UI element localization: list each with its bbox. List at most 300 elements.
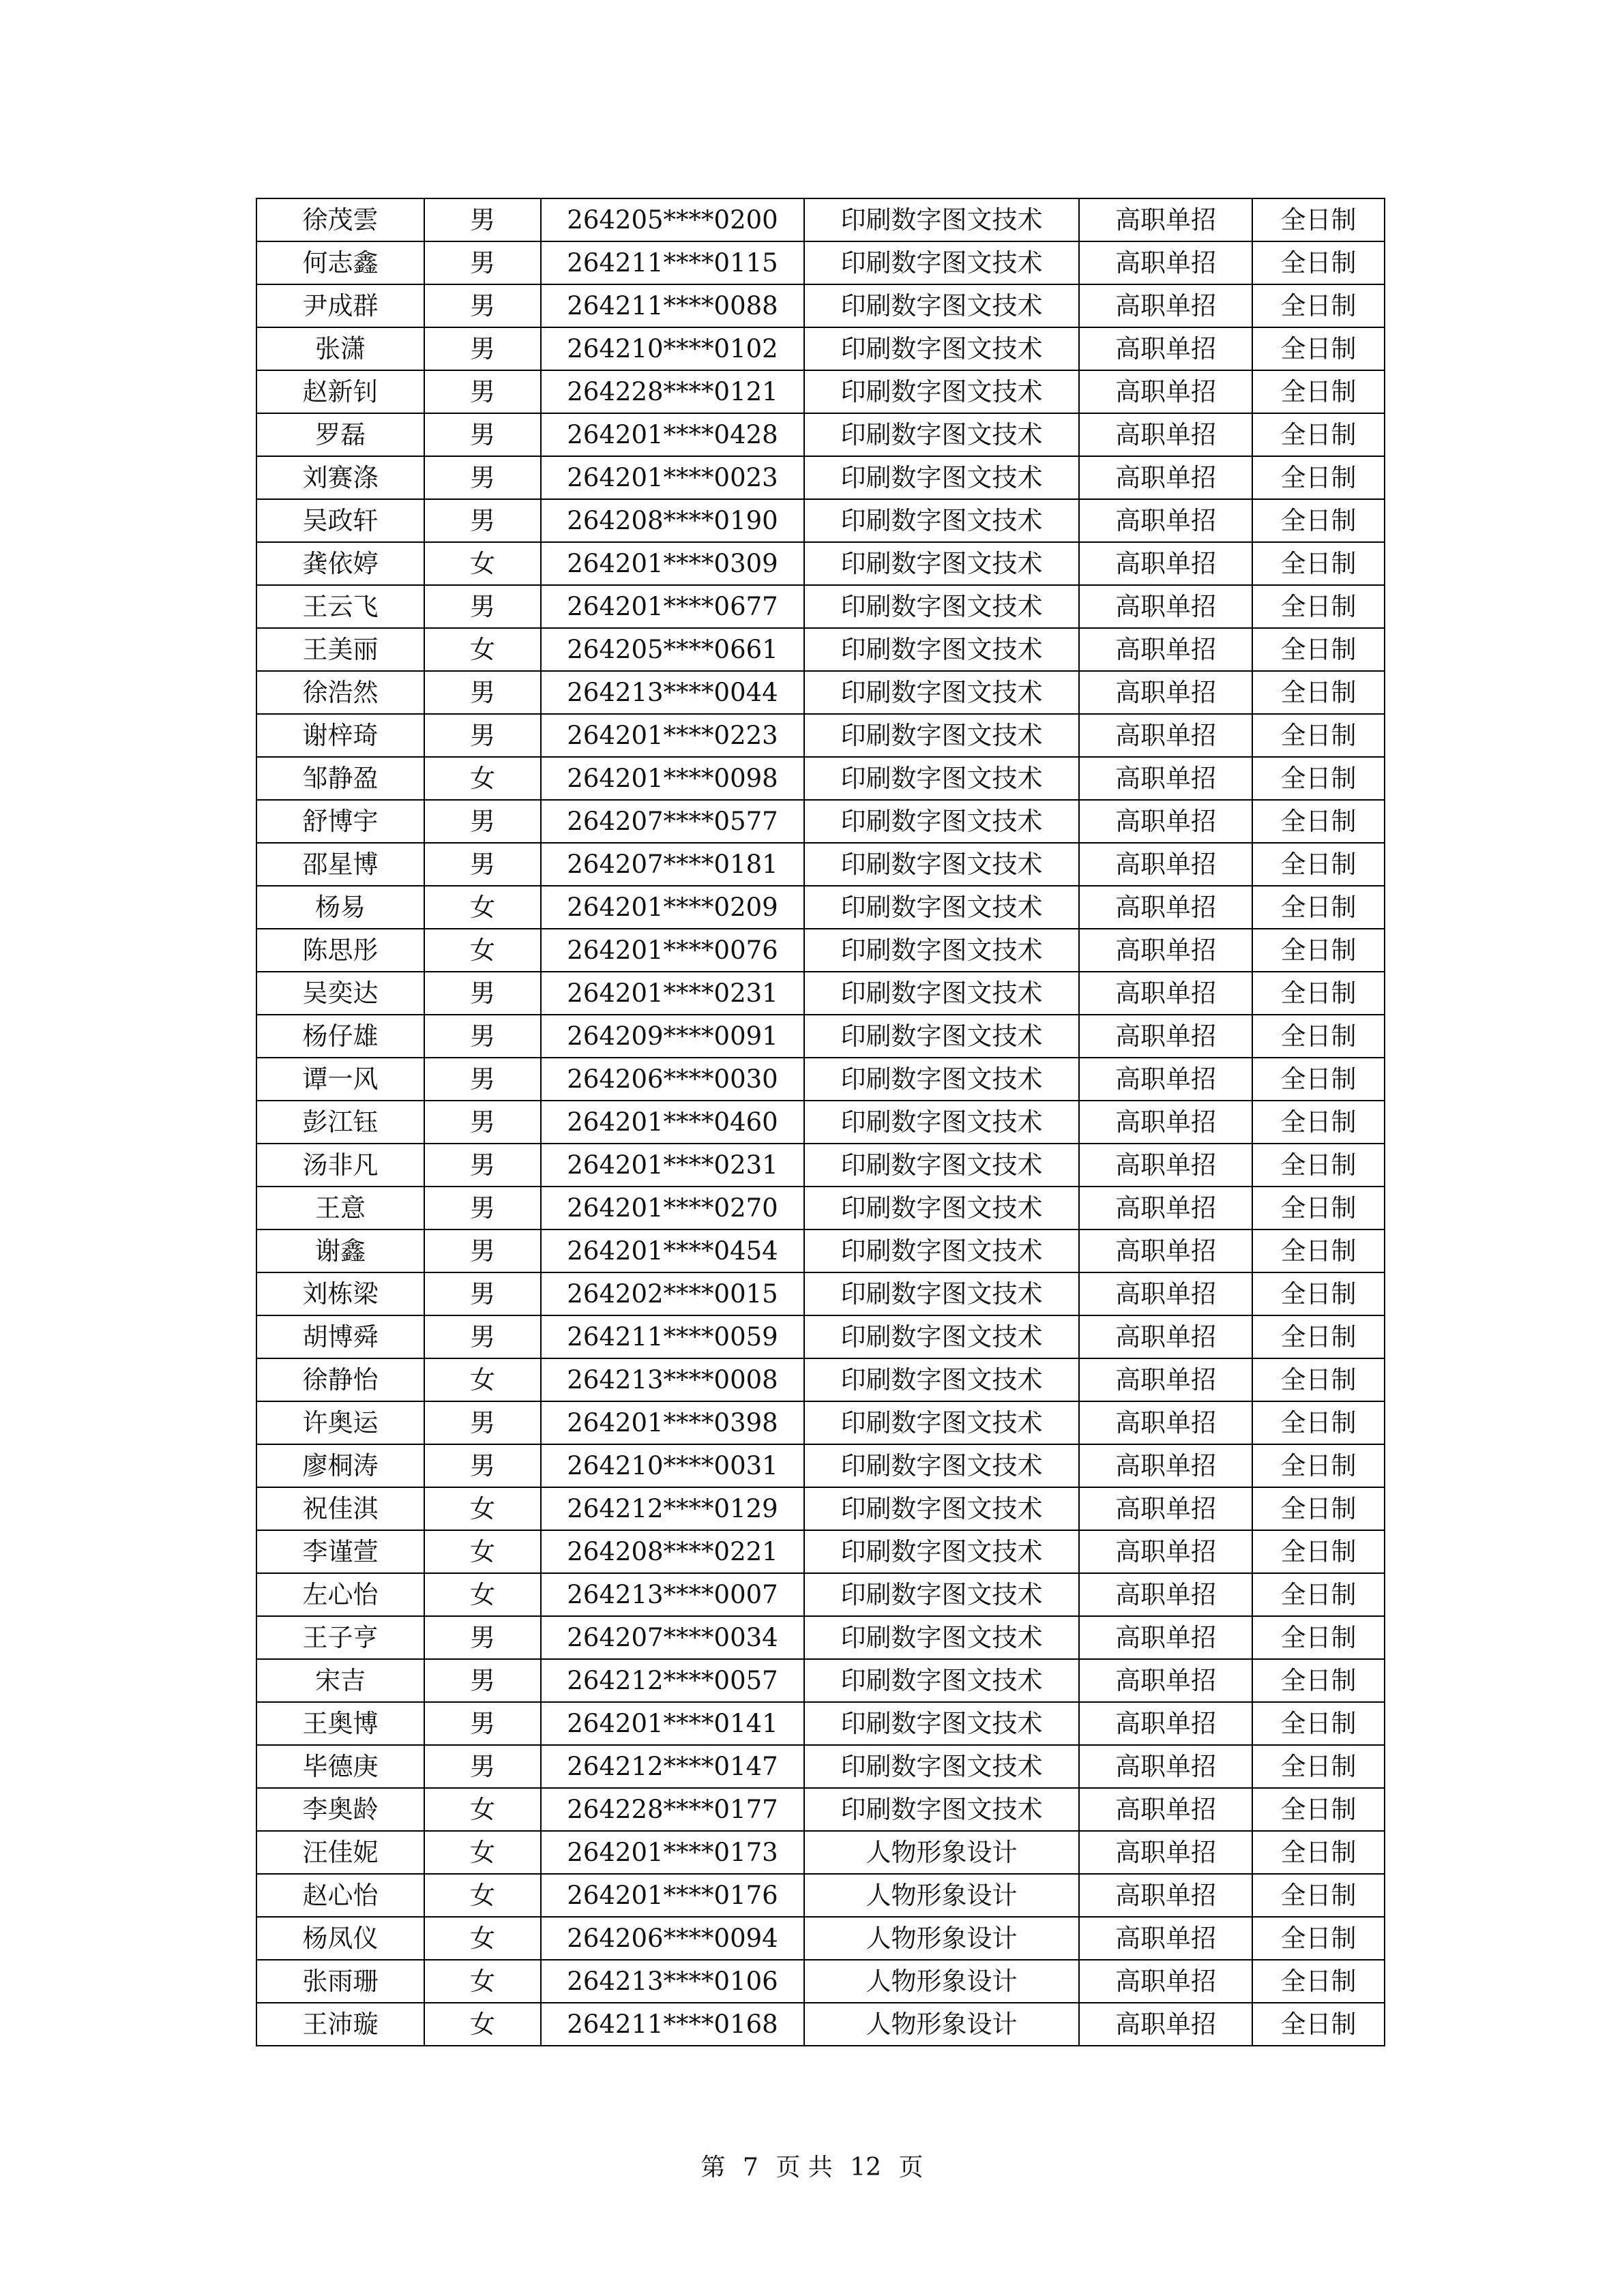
cell-admission-type: 高职单招 [1079,1187,1252,1229]
cell-id-number: 264212****0057 [541,1659,804,1702]
cell-id-number: 264201****0231 [541,1144,804,1187]
cell-major: 印刷数字图文技术 [804,1616,1079,1659]
cell-gender: 男 [424,1101,541,1144]
cell-major: 人物形象设计 [804,1960,1079,2003]
cell-gender: 男 [424,1315,541,1358]
cell-admission-type: 高职单招 [1079,542,1252,585]
cell-name: 王奥博 [256,1702,424,1745]
table-row [256,1874,1385,1917]
roster-body [256,198,1385,2046]
table-row [256,1530,1385,1573]
cell-study-mode: 全日制 [1252,327,1385,370]
cell-gender: 男 [424,1058,541,1101]
cell-admission-type: 高职单招 [1079,1229,1252,1272]
cell-name: 陈思彤 [256,929,424,972]
table-row [256,757,1385,800]
cell-major: 印刷数字图文技术 [804,843,1079,886]
cell-study-mode: 全日制 [1252,757,1385,800]
cell-gender: 男 [424,1229,541,1272]
cell-study-mode: 全日制 [1252,1573,1385,1616]
cell-major: 印刷数字图文技术 [804,714,1079,757]
cell-gender: 女 [424,929,541,972]
cell-id-number: 264201****0176 [541,1874,804,1917]
cell-id-number: 264201****0398 [541,1401,804,1444]
cell-study-mode: 全日制 [1252,1702,1385,1745]
cell-gender: 女 [424,1487,541,1530]
cell-name: 谢鑫 [256,1229,424,1272]
cell-gender: 男 [424,1659,541,1702]
table-row [256,1315,1385,1358]
cell-gender: 男 [424,1702,541,1745]
cell-gender: 女 [424,542,541,585]
cell-study-mode: 全日制 [1252,929,1385,972]
cell-study-mode: 全日制 [1252,1659,1385,1702]
cell-admission-type: 高职单招 [1079,1015,1252,1058]
cell-name: 李谨萱 [256,1530,424,1573]
cell-name: 廖桐涛 [256,1444,424,1487]
cell-major: 印刷数字图文技术 [804,1573,1079,1616]
table-row [256,843,1385,886]
cell-major: 印刷数字图文技术 [804,1272,1079,1315]
cell-study-mode: 全日制 [1252,585,1385,628]
cell-name: 祝佳淇 [256,1487,424,1530]
cell-study-mode: 全日制 [1252,413,1385,456]
cell-major: 印刷数字图文技术 [804,542,1079,585]
cell-major: 印刷数字图文技术 [804,671,1079,714]
cell-name: 杨易 [256,886,424,929]
cell-study-mode: 全日制 [1252,1917,1385,1960]
cell-major: 印刷数字图文技术 [804,585,1079,628]
cell-study-mode: 全日制 [1252,1745,1385,1788]
table-row [256,542,1385,585]
cell-major: 印刷数字图文技术 [804,1058,1079,1101]
cell-study-mode: 全日制 [1252,542,1385,585]
cell-study-mode: 全日制 [1252,972,1385,1015]
cell-major: 印刷数字图文技术 [804,1144,1079,1187]
table-row [256,1917,1385,1960]
cell-major: 印刷数字图文技术 [804,1659,1079,1702]
cell-major: 印刷数字图文技术 [804,198,1079,241]
table-row [256,370,1385,413]
cell-name: 张潇 [256,327,424,370]
table-row [256,1616,1385,1659]
cell-major: 人物形象设计 [804,1917,1079,1960]
cell-id-number: 264211****0168 [541,2003,804,2046]
cell-major: 印刷数字图文技术 [804,972,1079,1015]
cell-major: 印刷数字图文技术 [804,1745,1079,1788]
cell-study-mode: 全日制 [1252,1831,1385,1874]
cell-id-number: 264202****0015 [541,1272,804,1315]
cell-id-number: 264228****0177 [541,1788,804,1831]
cell-major: 人物形象设计 [804,2003,1079,2046]
cell-name: 毕德庚 [256,1745,424,1788]
cell-major: 印刷数字图文技术 [804,1229,1079,1272]
table-row [256,1487,1385,1530]
cell-id-number: 264205****0661 [541,628,804,671]
table-row [256,1401,1385,1444]
cell-admission-type: 高职单招 [1079,1444,1252,1487]
cell-name: 王意 [256,1187,424,1229]
cell-study-mode: 全日制 [1252,1144,1385,1187]
cell-id-number: 264210****0102 [541,327,804,370]
cell-id-number: 264213****0007 [541,1573,804,1616]
cell-gender: 男 [424,714,541,757]
cell-gender: 男 [424,327,541,370]
table-row [256,1444,1385,1487]
cell-name: 吴奕达 [256,972,424,1015]
cell-admission-type: 高职单招 [1079,1101,1252,1144]
table-row [256,413,1385,456]
cell-id-number: 264201****0309 [541,542,804,585]
cell-name: 龚依婷 [256,542,424,585]
cell-id-number: 264201****0460 [541,1101,804,1144]
cell-admission-type: 高职单招 [1079,1487,1252,1530]
cell-major: 印刷数字图文技术 [804,800,1079,843]
cell-study-mode: 全日制 [1252,1444,1385,1487]
cell-gender: 男 [424,1444,541,1487]
footer-middle: 页 共 [776,2153,833,2181]
cell-admission-type: 高职单招 [1079,628,1252,671]
table-row [256,1573,1385,1616]
table-row [256,628,1385,671]
cell-id-number: 264211****0088 [541,284,804,327]
cell-admission-type: 高职单招 [1079,929,1252,972]
cell-gender: 男 [424,1745,541,1788]
cell-study-mode: 全日制 [1252,628,1385,671]
cell-major: 印刷数字图文技术 [804,929,1079,972]
cell-gender: 男 [424,585,541,628]
table-row [256,284,1385,327]
cell-id-number: 264213****0044 [541,671,804,714]
cell-id-number: 264213****0008 [541,1358,804,1401]
cell-gender: 女 [424,1788,541,1831]
cell-gender: 女 [424,886,541,929]
cell-gender: 男 [424,671,541,714]
cell-name: 王美丽 [256,628,424,671]
cell-name: 杨仔雄 [256,1015,424,1058]
cell-gender: 男 [424,370,541,413]
cell-study-mode: 全日制 [1252,1058,1385,1101]
cell-id-number: 264201****0023 [541,456,804,499]
cell-name: 汪佳妮 [256,1831,424,1874]
page-footer [0,2148,1624,2183]
cell-gender: 女 [424,1530,541,1573]
cell-id-number: 264228****0121 [541,370,804,413]
cell-id-number: 264209****0091 [541,1015,804,1058]
cell-id-number: 264201****0141 [541,1702,804,1745]
cell-name: 徐茂雲 [256,198,424,241]
cell-admission-type: 高职单招 [1079,499,1252,542]
cell-gender: 男 [424,972,541,1015]
cell-id-number: 264206****0094 [541,1917,804,1960]
cell-admission-type: 高职单招 [1079,1788,1252,1831]
cell-study-mode: 全日制 [1252,1401,1385,1444]
cell-admission-type: 高职单招 [1079,886,1252,929]
cell-name: 邹静盈 [256,757,424,800]
cell-study-mode: 全日制 [1252,714,1385,757]
cell-id-number: 264201****0677 [541,585,804,628]
cell-major: 印刷数字图文技术 [804,1702,1079,1745]
table-row [256,327,1385,370]
cell-id-number: 264210****0031 [541,1444,804,1487]
cell-study-mode: 全日制 [1252,800,1385,843]
cell-id-number: 264208****0190 [541,499,804,542]
cell-name: 何志鑫 [256,241,424,284]
cell-admission-type: 高职单招 [1079,757,1252,800]
cell-gender: 男 [424,198,541,241]
student-roster-table [256,198,1385,2046]
cell-gender: 男 [424,1144,541,1187]
cell-gender: 女 [424,2003,541,2046]
cell-study-mode: 全日制 [1252,1874,1385,1917]
table-row [256,1272,1385,1315]
cell-id-number: 264201****0231 [541,972,804,1015]
cell-study-mode: 全日制 [1252,456,1385,499]
cell-major: 印刷数字图文技术 [804,757,1079,800]
cell-major: 人物形象设计 [804,1831,1079,1874]
table-row [256,972,1385,1015]
cell-id-number: 264201****0454 [541,1229,804,1272]
cell-id-number: 264201****0076 [541,929,804,972]
cell-name: 张雨珊 [256,1960,424,2003]
cell-id-number: 264212****0147 [541,1745,804,1788]
cell-admission-type: 高职单招 [1079,1616,1252,1659]
cell-admission-type: 高职单招 [1079,1702,1252,1745]
table-row [256,456,1385,499]
cell-major: 印刷数字图文技术 [804,886,1079,929]
cell-admission-type: 高职单招 [1079,284,1252,327]
cell-id-number: 264205****0200 [541,198,804,241]
cell-major: 印刷数字图文技术 [804,456,1079,499]
cell-gender: 女 [424,1960,541,2003]
table-row [256,714,1385,757]
table-row [256,929,1385,972]
cell-gender: 男 [424,456,541,499]
cell-major: 印刷数字图文技术 [804,1530,1079,1573]
cell-id-number: 264211****0059 [541,1315,804,1358]
cell-gender: 男 [424,284,541,327]
cell-name: 胡博舜 [256,1315,424,1358]
cell-gender: 男 [424,1401,541,1444]
table-row [256,886,1385,929]
cell-admission-type: 高职单招 [1079,1659,1252,1702]
cell-admission-type: 高职单招 [1079,1315,1252,1358]
cell-study-mode: 全日制 [1252,1487,1385,1530]
cell-name: 宋吉 [256,1659,424,1702]
cell-name: 谢梓琦 [256,714,424,757]
cell-major: 印刷数字图文技术 [804,1101,1079,1144]
table-row [256,1831,1385,1874]
cell-id-number: 264207****0181 [541,843,804,886]
cell-name: 王子亨 [256,1616,424,1659]
table-row [256,1144,1385,1187]
cell-id-number: 264201****0098 [541,757,804,800]
cell-major: 印刷数字图文技术 [804,413,1079,456]
cell-name: 王沛璇 [256,2003,424,2046]
table-row [256,1659,1385,1702]
table-row [256,1960,1385,2003]
cell-major: 印刷数字图文技术 [804,1788,1079,1831]
cell-study-mode: 全日制 [1252,370,1385,413]
cell-admission-type: 高职单招 [1079,1058,1252,1101]
cell-gender: 男 [424,800,541,843]
cell-study-mode: 全日制 [1252,1358,1385,1401]
footer-page-number: 7 [742,2153,758,2181]
cell-admission-type: 高职单招 [1079,1144,1252,1187]
table-row [256,241,1385,284]
table-row [256,198,1385,241]
cell-study-mode: 全日制 [1252,886,1385,929]
footer-suffix: 页 [898,2153,924,2181]
cell-major: 印刷数字图文技术 [804,327,1079,370]
cell-major: 印刷数字图文技术 [804,370,1079,413]
cell-study-mode: 全日制 [1252,1530,1385,1573]
cell-name: 刘栋梁 [256,1272,424,1315]
cell-major: 印刷数字图文技术 [804,1487,1079,1530]
cell-id-number: 264201****0270 [541,1187,804,1229]
table-row [256,1745,1385,1788]
table-row [256,585,1385,628]
cell-name: 谭一风 [256,1058,424,1101]
table-row [256,1058,1385,1101]
cell-study-mode: 全日制 [1252,198,1385,241]
cell-admission-type: 高职单招 [1079,1530,1252,1573]
cell-name: 徐浩然 [256,671,424,714]
cell-gender: 男 [424,413,541,456]
table-row [256,671,1385,714]
cell-study-mode: 全日制 [1252,1229,1385,1272]
cell-study-mode: 全日制 [1252,1616,1385,1659]
table-row [256,1015,1385,1058]
cell-gender: 男 [424,1272,541,1315]
cell-admission-type: 高职单招 [1079,370,1252,413]
cell-id-number: 264201****0209 [541,886,804,929]
table-row [256,1187,1385,1229]
table-row [256,499,1385,542]
cell-name: 许奥运 [256,1401,424,1444]
cell-gender: 男 [424,1015,541,1058]
cell-study-mode: 全日制 [1252,284,1385,327]
cell-id-number: 264201****0223 [541,714,804,757]
table-row [256,800,1385,843]
cell-name: 赵新钊 [256,370,424,413]
cell-id-number: 264201****0173 [541,1831,804,1874]
cell-admission-type: 高职单招 [1079,327,1252,370]
table-row [256,1229,1385,1272]
table-row [256,1358,1385,1401]
cell-study-mode: 全日制 [1252,671,1385,714]
cell-admission-type: 高职单招 [1079,1401,1252,1444]
cell-gender: 男 [424,1187,541,1229]
cell-admission-type: 高职单招 [1079,413,1252,456]
cell-study-mode: 全日制 [1252,843,1385,886]
cell-study-mode: 全日制 [1252,1015,1385,1058]
cell-name: 舒博宇 [256,800,424,843]
cell-gender: 男 [424,499,541,542]
cell-major: 印刷数字图文技术 [804,1358,1079,1401]
cell-name: 尹成群 [256,284,424,327]
cell-gender: 男 [424,1616,541,1659]
cell-major: 印刷数字图文技术 [804,1444,1079,1487]
cell-id-number: 264208****0221 [541,1530,804,1573]
cell-major: 印刷数字图文技术 [804,241,1079,284]
cell-admission-type: 高职单招 [1079,1960,1252,2003]
cell-name: 徐静怡 [256,1358,424,1401]
cell-id-number: 264207****0577 [541,800,804,843]
cell-name: 赵心怡 [256,1874,424,1917]
cell-id-number: 264207****0034 [541,1616,804,1659]
cell-study-mode: 全日制 [1252,2003,1385,2046]
cell-admission-type: 高职单招 [1079,456,1252,499]
cell-admission-type: 高职单招 [1079,2003,1252,2046]
cell-name: 王云飞 [256,585,424,628]
cell-study-mode: 全日制 [1252,1101,1385,1144]
cell-id-number: 264212****0129 [541,1487,804,1530]
cell-admission-type: 高职单招 [1079,198,1252,241]
cell-id-number: 264201****0428 [541,413,804,456]
cell-gender: 男 [424,241,541,284]
cell-study-mode: 全日制 [1252,241,1385,284]
cell-study-mode: 全日制 [1252,1272,1385,1315]
cell-admission-type: 高职单招 [1079,1917,1252,1960]
footer-prefix: 第 [700,2153,726,2181]
cell-admission-type: 高职单招 [1079,671,1252,714]
cell-study-mode: 全日制 [1252,1788,1385,1831]
cell-gender: 女 [424,1573,541,1616]
cell-major: 印刷数字图文技术 [804,1315,1079,1358]
table-row [256,2003,1385,2046]
cell-admission-type: 高职单招 [1079,585,1252,628]
cell-major: 印刷数字图文技术 [804,1401,1079,1444]
cell-major: 人物形象设计 [804,1874,1079,1917]
cell-name: 罗磊 [256,413,424,456]
cell-name: 彭江钰 [256,1101,424,1144]
cell-admission-type: 高职单招 [1079,843,1252,886]
cell-study-mode: 全日制 [1252,1315,1385,1358]
cell-gender: 女 [424,1917,541,1960]
cell-admission-type: 高职单招 [1079,1272,1252,1315]
cell-major: 印刷数字图文技术 [804,628,1079,671]
cell-gender: 男 [424,843,541,886]
cell-major: 印刷数字图文技术 [804,499,1079,542]
table-row [256,1788,1385,1831]
footer-total-pages: 12 [850,2153,882,2181]
cell-name: 左心怡 [256,1573,424,1616]
cell-study-mode: 全日制 [1252,1187,1385,1229]
cell-name: 杨凤仪 [256,1917,424,1960]
cell-admission-type: 高职单招 [1079,972,1252,1015]
cell-name: 邵星博 [256,843,424,886]
cell-admission-type: 高职单招 [1079,1874,1252,1917]
cell-admission-type: 高职单招 [1079,1358,1252,1401]
cell-major: 印刷数字图文技术 [804,1015,1079,1058]
cell-name: 汤非凡 [256,1144,424,1187]
cell-name: 吴政轩 [256,499,424,542]
cell-admission-type: 高职单招 [1079,1831,1252,1874]
table-row [256,1702,1385,1745]
cell-gender: 女 [424,757,541,800]
cell-gender: 女 [424,1874,541,1917]
cell-study-mode: 全日制 [1252,499,1385,542]
cell-major: 印刷数字图文技术 [804,284,1079,327]
cell-gender: 女 [424,1358,541,1401]
cell-gender: 女 [424,1831,541,1874]
table-row [256,1101,1385,1144]
cell-gender: 女 [424,628,541,671]
cell-admission-type: 高职单招 [1079,714,1252,757]
cell-admission-type: 高职单招 [1079,1745,1252,1788]
cell-id-number: 264213****0106 [541,1960,804,2003]
